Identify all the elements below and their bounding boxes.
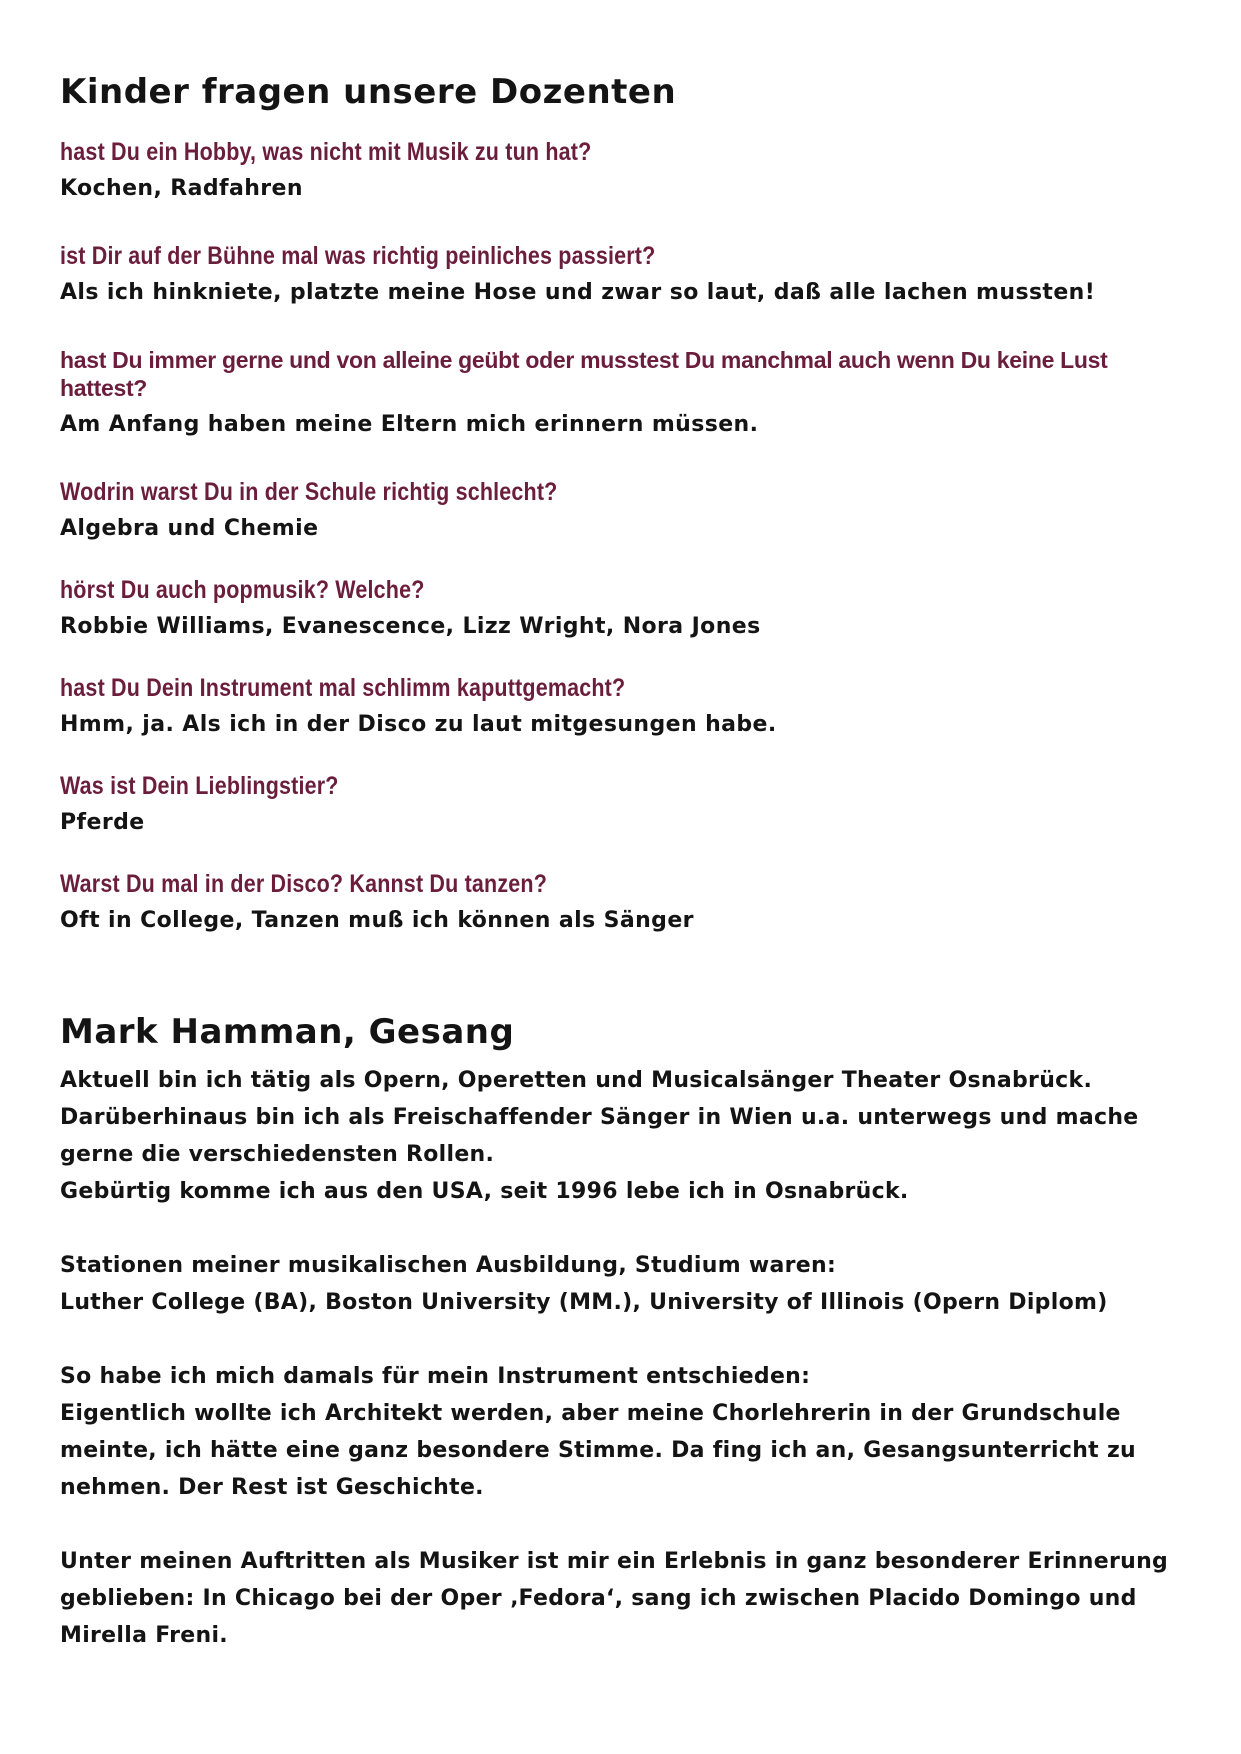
qa-item	[60, 138, 1180, 204]
answer: Am Anfang haben meine Eltern mich erinnern müssen.	[60, 412, 759, 437]
answer: Oft in College, Tanzen muß ich können als Sänger	[60, 908, 694, 933]
bio-title: Mark Hamman, Gesang	[60, 1012, 515, 1052]
bio-text	[60, 1062, 1180, 1654]
qa-item	[60, 478, 1180, 544]
question: ist Dir auf der Bühne mal was richtig peinliches passiert?	[60, 242, 656, 270]
qa-item	[60, 674, 1180, 740]
qa-item	[60, 772, 1180, 838]
question: hörst Du auch popmusik? Welche?	[60, 576, 425, 604]
question: Warst Du mal in der Disco? Kannst Du tanzen?	[60, 870, 548, 898]
answer: Kochen, Radfahren	[60, 176, 303, 201]
question: hast Du Dein Instrument mal schlimm kaputtgemacht?	[60, 674, 626, 702]
question: Wodrin warst Du in der Schule richtig schlecht?	[60, 478, 558, 506]
answer: Robbie Williams, Evanescence, Lizz Wright, Nora Jones	[60, 614, 761, 639]
qa-item	[60, 576, 1180, 642]
question: hast Du ein Hobby, was nicht mit Musik zu tun hat?	[60, 138, 592, 166]
interview-title: Kinder fragen unsere Dozenten	[60, 72, 677, 112]
bio-paragraph: Aktuell bin ich tätig als Opern, Operetten und Musicalsänger Theater Osnabrück. Darüberhinaus bin ich als Freischaffender Sänger in Wien u.a. unterwegs und mache gerne die verschiedensten Rollen.	[60, 1068, 1139, 1167]
bio-paragraph: Gebürtig komme ich aus den USA, seit 1996 lebe ich in Osnabrück.	[60, 1179, 909, 1204]
qa-item	[60, 870, 1180, 936]
answer: Pferde	[60, 810, 145, 835]
spacer	[60, 1506, 1180, 1543]
bio-paragraph: So habe ich mich damals für mein Instrument entschieden:	[60, 1364, 811, 1389]
bio-paragraph: Eigentlich wollte ich Architekt werden, aber meine Chorlehrerin in der Grundschule meinte, ich hätte eine ganz besondere Stimme. Da fing ich an, Gesangsunterricht zu nehmen. Der Rest ist Geschichte.	[60, 1401, 1137, 1500]
question: hast Du immer gerne und von alleine geübt oder musstest Du manchmal auch wenn Du keine Lust hattest?	[60, 347, 1108, 401]
bio-paragraph: Luther College (BA), Boston University (MM.), University of Illinois (Opern Diplom)	[60, 1290, 1108, 1315]
bio-paragraph: Unter meinen Auftritten als Musiker ist mir ein Erlebnis in ganz besonderer Erinnerung geblieben: In Chicago bei der Oper ‚Fedora‘, sang ich zwischen Placido Domingo und Mirella Freni.	[60, 1549, 1169, 1648]
qa-item	[60, 346, 1180, 440]
spacer	[60, 1321, 1180, 1358]
interview-qa-list	[60, 138, 1180, 936]
qa-item	[60, 242, 1180, 308]
answer: Als ich hinkniete, platzte meine Hose und zwar so laut, daß alle lachen mussten!	[60, 280, 1096, 305]
question: Was ist Dein Lieblingstier?	[60, 772, 339, 800]
bio-paragraph: Stationen meiner musikalischen Ausbildung, Studium waren:	[60, 1253, 837, 1278]
answer: Algebra und Chemie	[60, 516, 319, 541]
spacer	[60, 1210, 1180, 1247]
answer: Hmm, ja. Als ich in der Disco zu laut mitgesungen habe.	[60, 712, 777, 737]
